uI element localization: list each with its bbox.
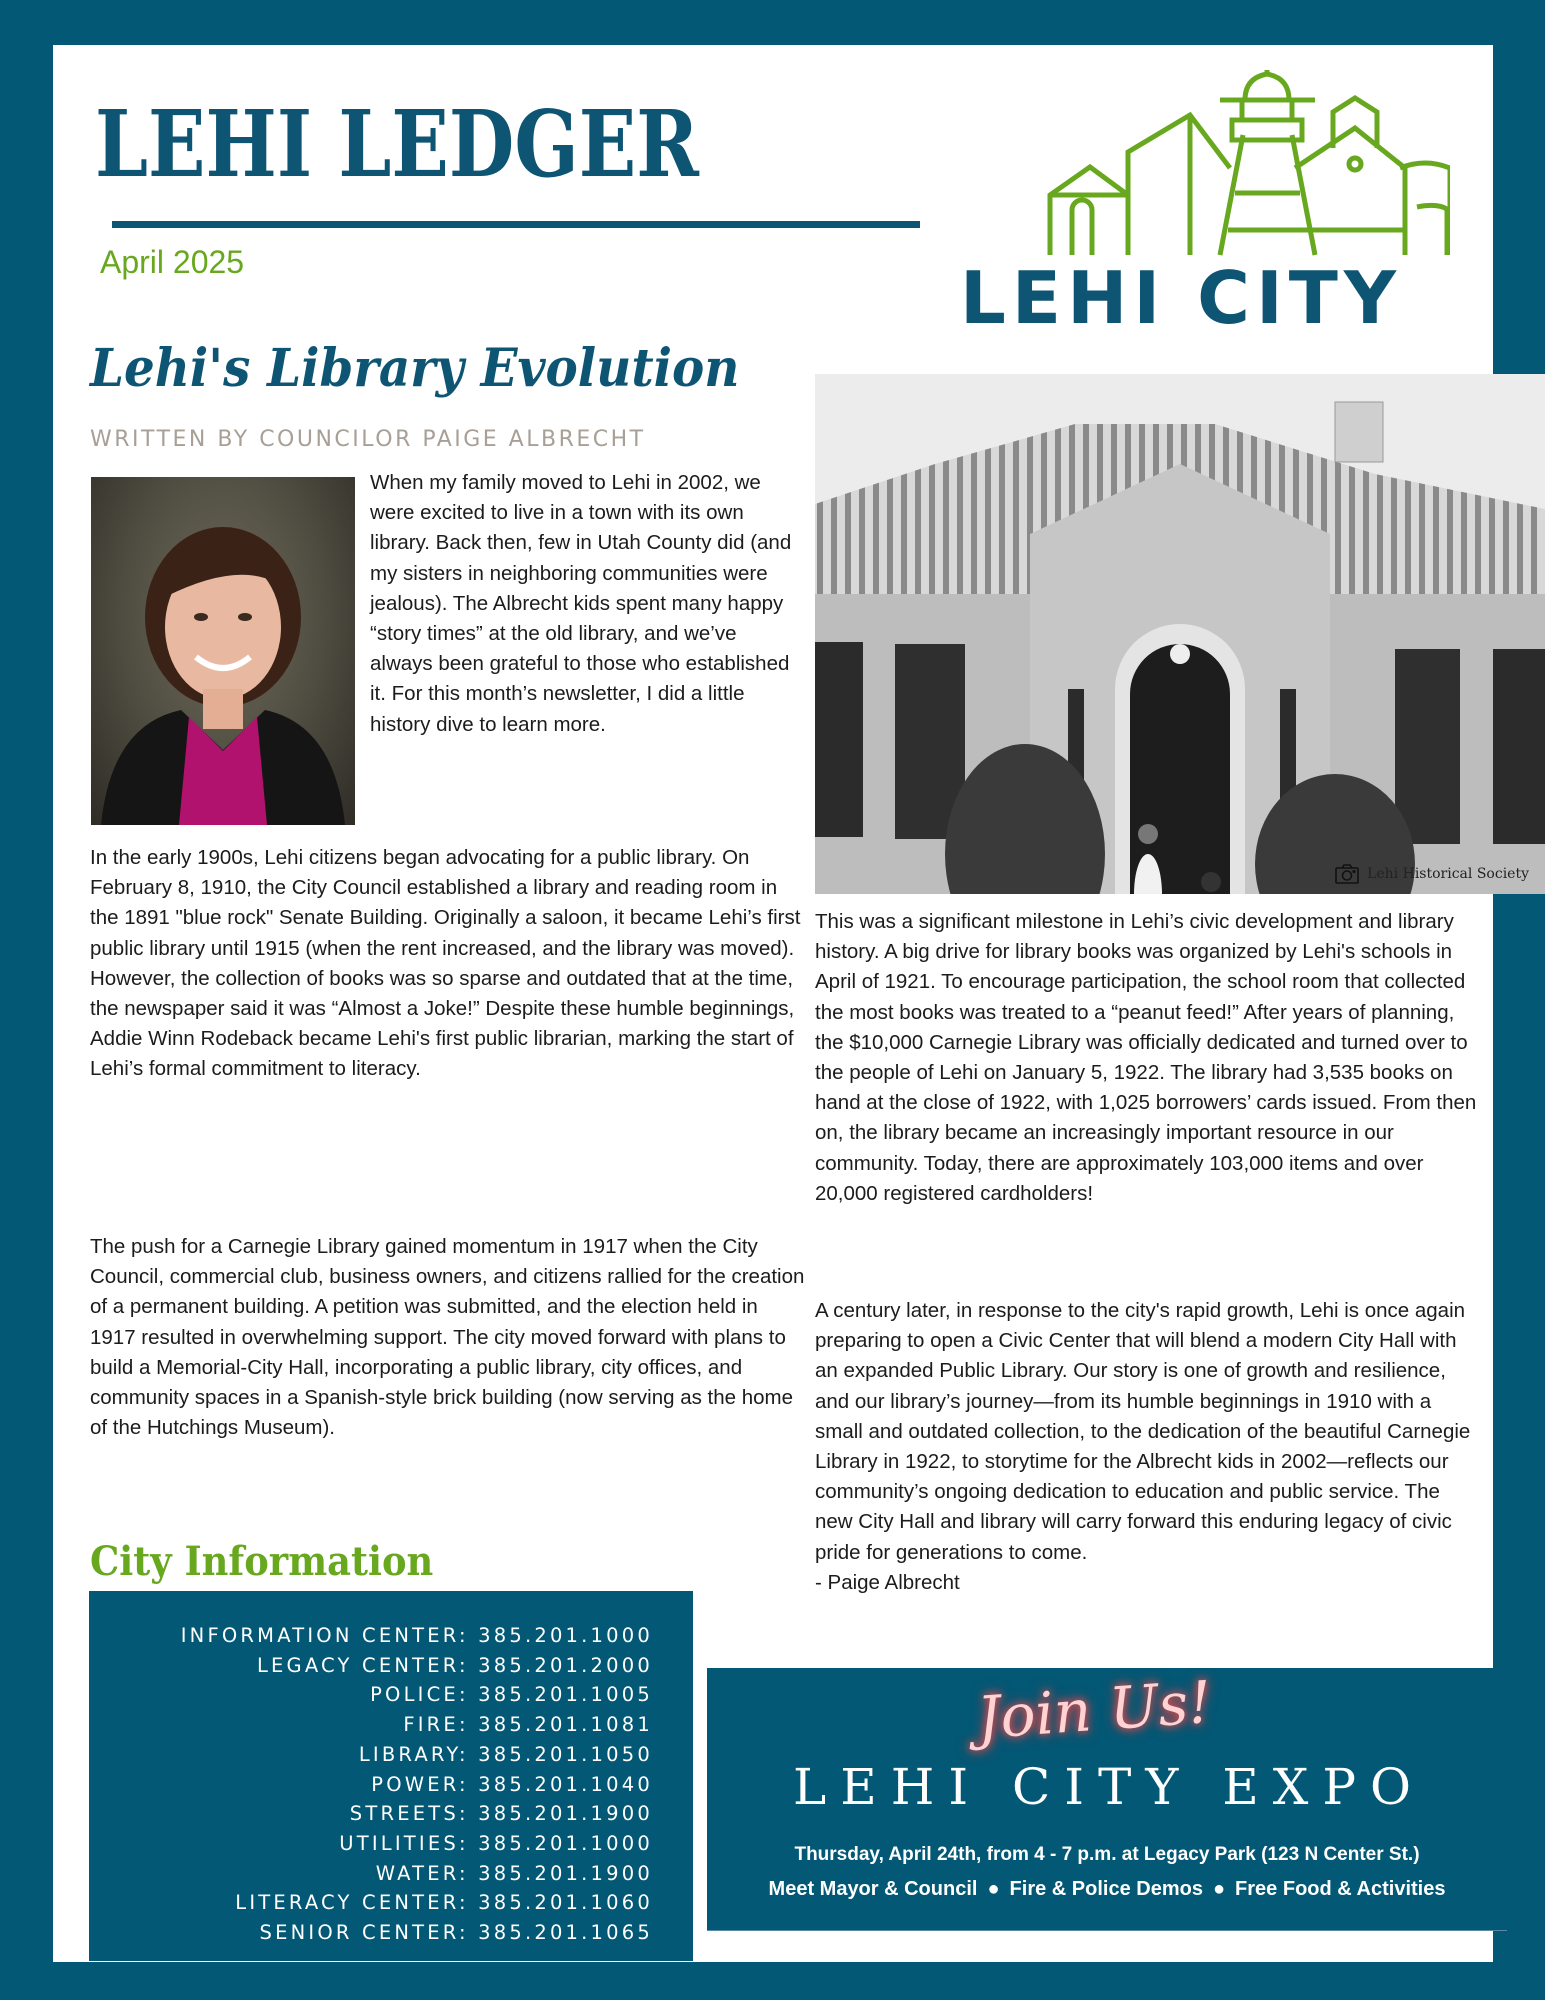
library-building-illustration [815, 374, 1545, 894]
contact-phone[interactable]: 385.201.1005 [478, 1683, 653, 1707]
city-info-panel [89, 1591, 693, 1961]
article-title: Lehi's Library Evolution [90, 338, 740, 399]
photo-credit-text: Lehi Historical Society [1367, 866, 1529, 882]
contact-row: LIBRARY: 385.201.1050 [358, 1742, 653, 1766]
contact-label: FIRE [403, 1713, 459, 1737]
author-portrait [91, 477, 355, 825]
bullet-icon: ● [987, 1878, 1000, 1900]
contact-phone[interactable]: 385.201.1000 [478, 1831, 653, 1855]
masthead-title: LEHI LEDGER [95, 90, 699, 198]
contact-phone[interactable]: 385.201.1000 [478, 1624, 653, 1647]
historic-library-photo [815, 374, 1545, 894]
contact-list [181, 1621, 653, 1948]
article-closing [815, 1296, 1480, 1598]
contact-label: LIBRARY [358, 1742, 459, 1766]
photo-credit [1335, 864, 1529, 884]
contact-row: INFORMATION CENTER: 385.201.1000 [180, 1624, 653, 1647]
contact-label: UTILITIES [339, 1831, 459, 1855]
article-paragraph: The push for a Carnegie Library gained momentum in 1917 when the City Council, commercial club, business owners, and citizens rallied for the creation of a permanent building. A petition was submitted, and the election held in 1917 resulted in overwhelming support. The city moved forward with plans to build a Memorial-City Hall, incorporating a public library, city offices, and community spaces in a Spanish-style brick building (now serving as the home of the Hutchings Museum). [90, 1235, 805, 1440]
contact-label: POWER [371, 1772, 459, 1796]
contact-phone[interactable]: 385.201.1065 [478, 1921, 653, 1945]
article-paragraph: This was a significant milestone in Lehi’s civic development and library history. A big drive for library books was organized by Lehi's schools in April of 1921. To encourage participation, the school room that collected the most books was treated to a “peanut feed!” After years of planning, the $10,000 Carnegie Library was officially dedicated and turned over to the people of Lehi on January 5, 1922. The library had 3,535 books on hand at the close of 1922, with 1,025 borrowers’ cards issued. From then on, the library became an increasingly important resource in our community. Today, there are approximately 103,000 items and over 20,000 registered cardholders! [815, 910, 1477, 1205]
expo-banner [707, 1668, 1507, 1931]
city-info-title: City Information [90, 1538, 434, 1585]
portrait-illustration [91, 477, 355, 825]
expo-date-location: Thursday, April 24th, from 4 - 7 p.m. at Legacy Park (123 N Center St.) [794, 1844, 1420, 1865]
camera-icon [1335, 864, 1359, 884]
masthead-divider [112, 221, 920, 228]
article-intro: When my family moved to Lehi in 2002, we were excited to live in a town with its own library. Back then, few in Utah County did (and my sisters in neighboring communities were jealous). The Albrecht kids spent many happy “story times” at the old library, and we’ve always been grateful to those who established it. For this month’s newsletter, I did a little history dive to learn more. [370, 471, 792, 736]
contact-row: SENIOR CENTER: 385.201.1065 [259, 1921, 653, 1945]
contact-phone[interactable]: 385.201.1900 [478, 1861, 653, 1885]
expo-tagline: Join Us! [974, 1667, 1214, 1753]
contact-label: POLICE [370, 1683, 459, 1707]
contact-row: LITERACY CENTER: 385.201.1060 [235, 1891, 653, 1915]
contact-row: STREETS: 385.201.1900 [349, 1802, 653, 1826]
expo-highlight: Free Food & Activities [1235, 1878, 1446, 1900]
contact-row: WATER: 385.201.1900 [375, 1861, 653, 1885]
expo-highlight: Fire & Police Demos [1009, 1878, 1203, 1900]
city-skyline-icon [1030, 70, 1450, 260]
contact-row: FIRE: 385.201.1081 [403, 1713, 653, 1737]
contact-label: INFORMATION CENTER [180, 1624, 459, 1647]
contact-label: WATER [375, 1861, 459, 1885]
contact-phone[interactable]: 385.201.1040 [478, 1772, 653, 1796]
page-bottom-margin [707, 1931, 1493, 1962]
contact-label: LEGACY CENTER [256, 1653, 459, 1677]
contact-label: SENIOR CENTER [259, 1921, 459, 1945]
issue-date: April 2025 [100, 244, 245, 280]
contact-phone[interactable]: 385.201.2000 [478, 1653, 653, 1677]
contact-row: LEGACY CENTER: 385.201.2000 [256, 1653, 653, 1677]
expo-highlight: Meet Mayor & Council [768, 1878, 978, 1900]
article-paragraph: In the early 1900s, Lehi citizens began advocating for a public library. On February 8, 1910, the City Council established a library and reading room in the 1891 "blue rock" Senate Building. Originally a saloon, it became Lehi’s first public library until 1915 (when the rent increased, and the library was moved). However, the collection of books was so sparse and outdated that at the time, the newspaper said it was “Almost a Joke!” Despite these humble beginnings, Addie Winn Rodeback became Lehi's first public librarian, marking the start of Lehi’s formal commitment to literacy. [90, 846, 801, 1081]
article-byline: WRITTEN BY COUNCILOR PAIGE ALBRECHT [90, 427, 646, 452]
contact-phone[interactable]: 385.201.1081 [478, 1713, 653, 1737]
contact-phone[interactable]: 385.201.1060 [478, 1891, 653, 1915]
panel-gutter [693, 1591, 707, 1962]
bullet-icon: ● [1212, 1878, 1226, 1900]
contact-row: POLICE: 385.201.1005 [370, 1683, 653, 1707]
contact-row: UTILITIES: 385.201.1000 [339, 1831, 653, 1855]
expo-title: LEHI CITY EXPO [793, 1758, 1425, 1816]
contact-phone[interactable]: 385.201.1900 [478, 1802, 653, 1826]
logo-wordmark: LEHI CITY [960, 256, 1403, 340]
contact-label: LITERACY CENTER [235, 1891, 459, 1915]
contact-row: POWER: 385.201.1040 [371, 1772, 653, 1796]
contact-label: STREETS [349, 1802, 459, 1826]
article-signature: - Paige Albrecht [815, 1570, 960, 1594]
article-paragraph: A century later, in response to the city's rapid growth, Lehi is once again preparing to open a Civic Center that will blend a modern City Hall with an expanded Public Library. Our story is one of growth and resilience, and our library’s journey—from its humble beginnings in 1910 with a small and outdated collection, to the dedication of the beautiful Carnegie Library in 1922, to storytime for the Albrecht kids in 2002—reflects our community’s ongoing dedication to education and public service. The new City Hall and library will carry forward this enduring legacy of civic pride for generations to come. [815, 1299, 1471, 1564]
contact-phone[interactable]: 385.201.1050 [478, 1742, 653, 1766]
expo-highlights [707, 1878, 1507, 1901]
